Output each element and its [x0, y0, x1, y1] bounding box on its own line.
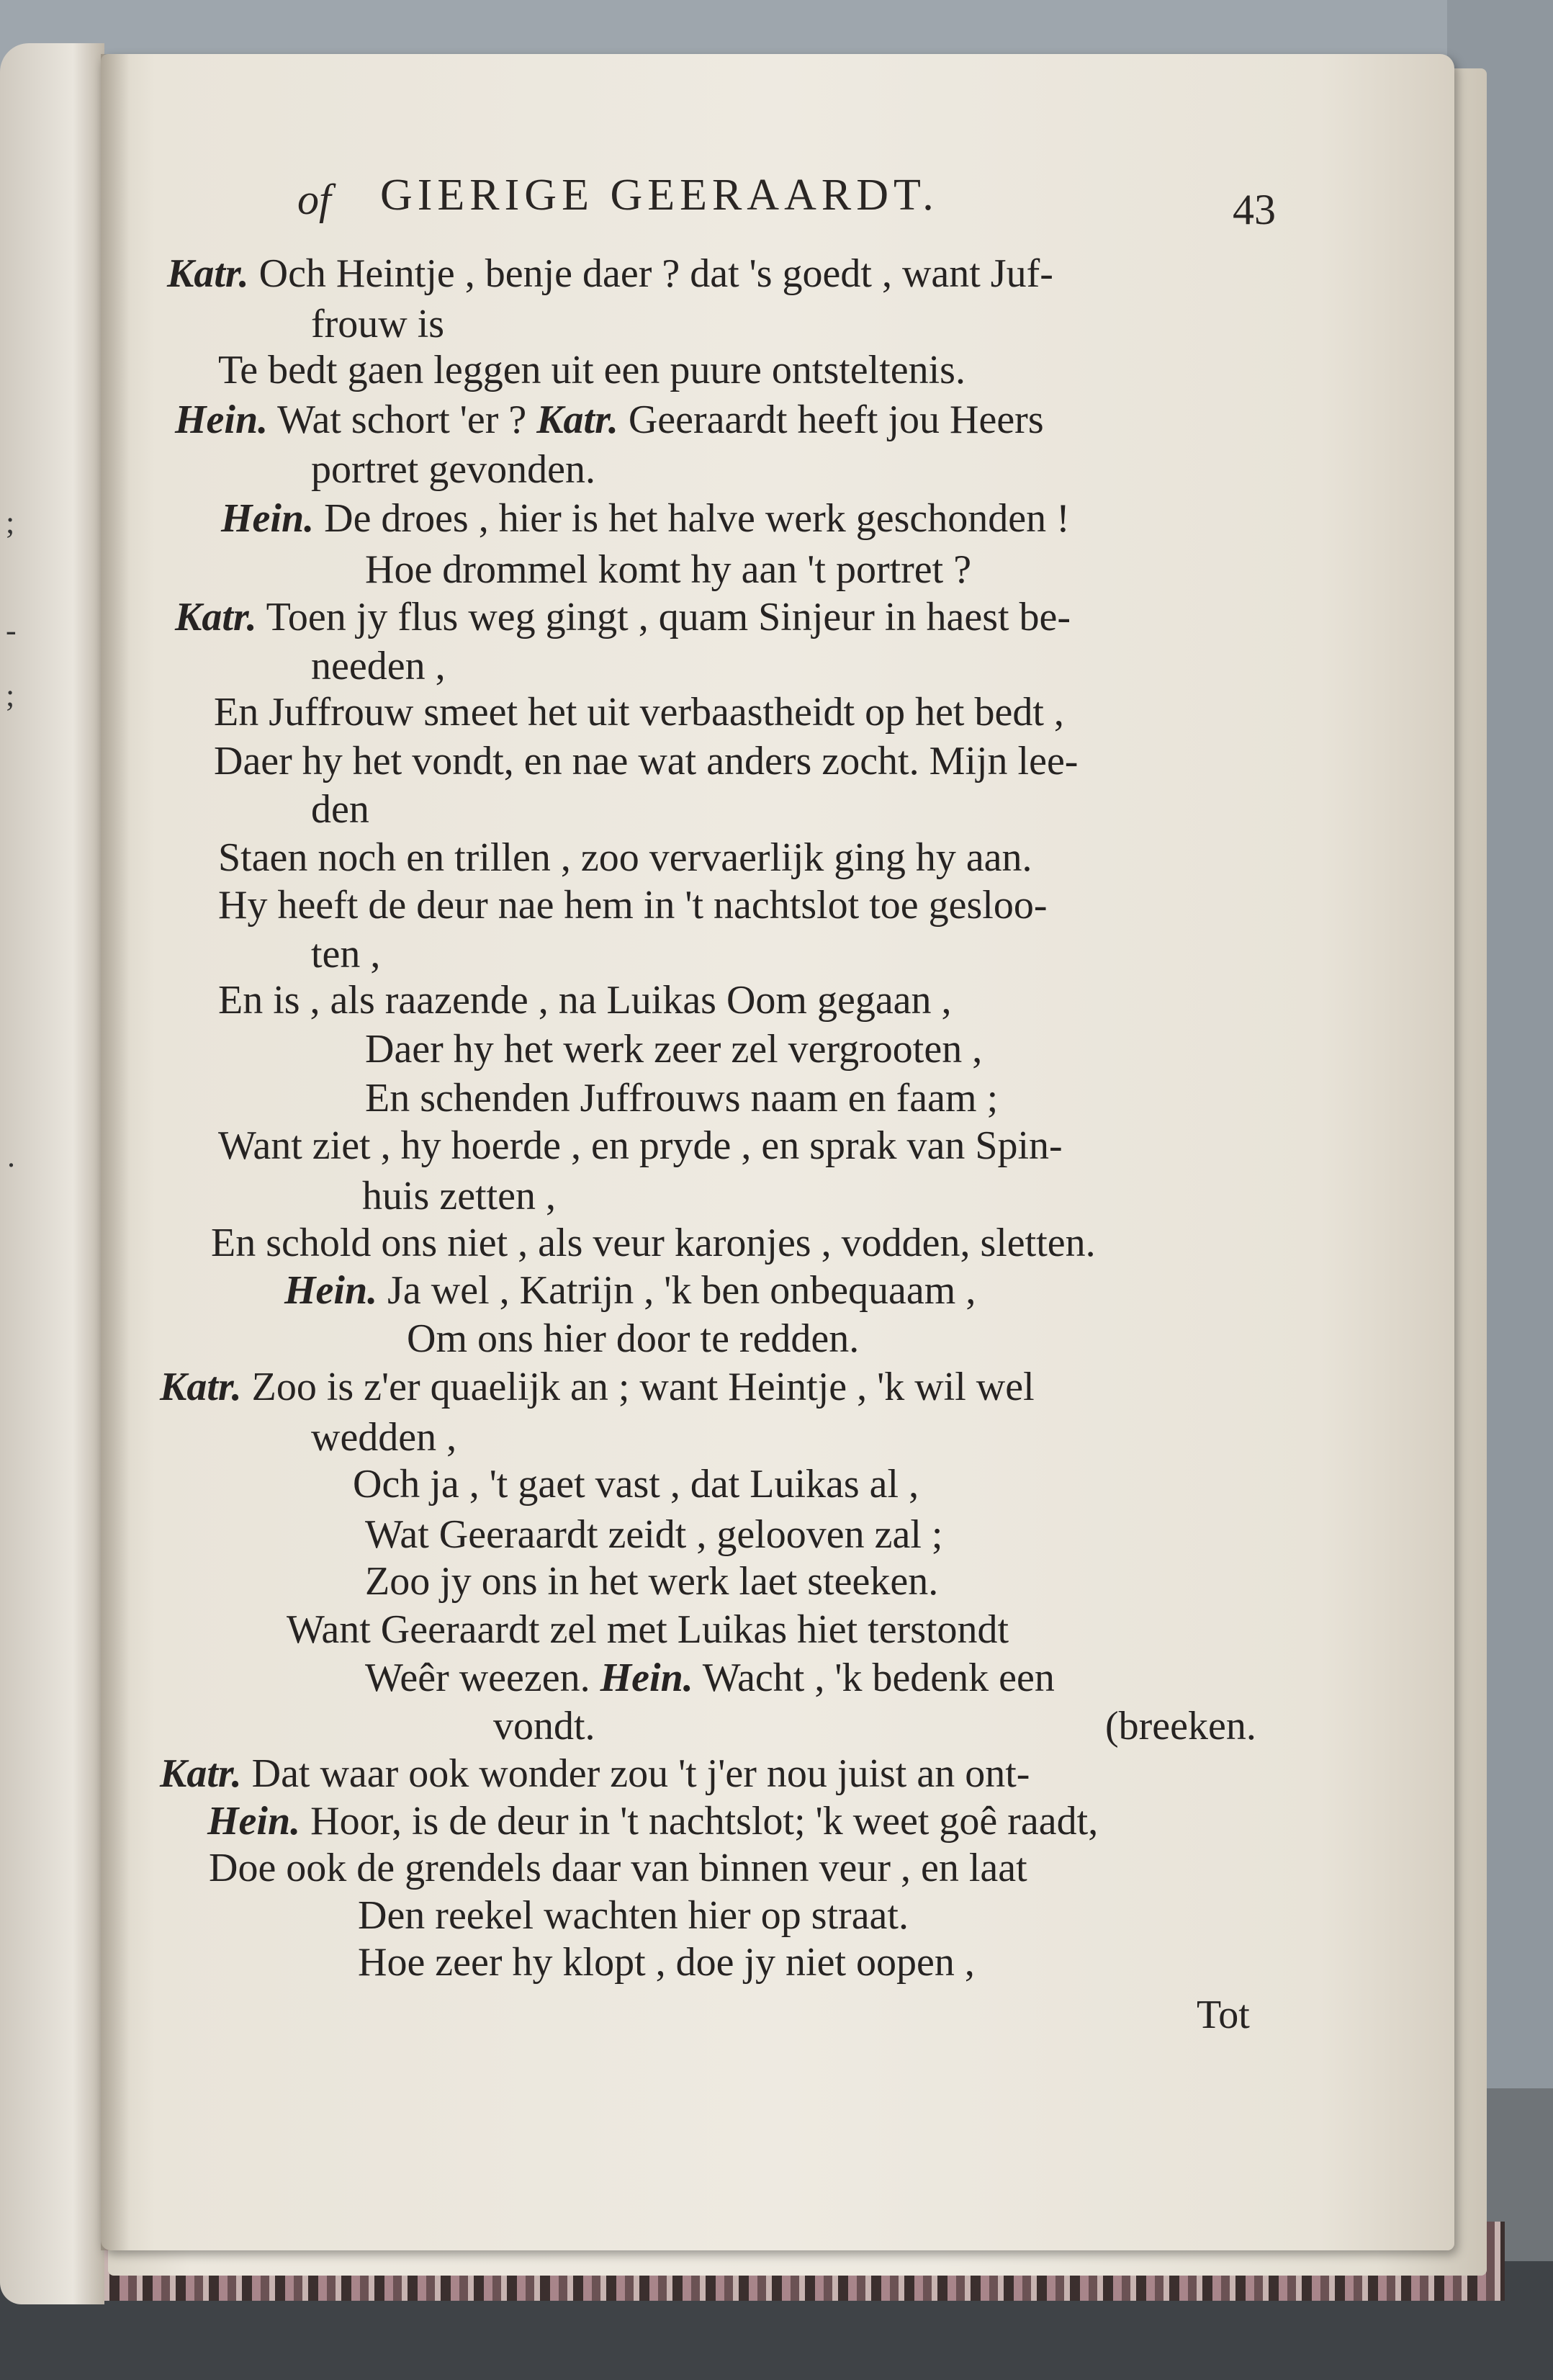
text-line: [362, 1176, 556, 1216]
text-line: [218, 1123, 1063, 1168]
verse-text: Den reekel wachten hier op straat.: [358, 1893, 909, 1938]
text-line: [214, 690, 1064, 735]
text-line: [160, 1753, 1030, 1794]
verse-text: Ja wel , Katrijn , 'k ben onbequaam ,: [377, 1268, 976, 1313]
verse-text: Daer hy het werk zeer zel vergrooten ,: [365, 1027, 983, 1072]
verse-text: Hy heeft de deur nae hem in 't nachtslot toe gesloo-: [218, 883, 1048, 928]
verse-text: Wacht , 'k bedenk een: [693, 1656, 1055, 1700]
verse-text: De droes , hier is het halve werk geschonden !: [314, 496, 1070, 541]
verse-text: Och Heintje , benje daer ? dat 's goedt , want Juf-: [248, 251, 1053, 296]
text-line: [358, 1940, 975, 1985]
verse-text: portret gevonden.: [311, 447, 595, 492]
verse-text: En schenden Juffrouws naam en faam ;: [365, 1076, 999, 1121]
text-line: [365, 1561, 938, 1602]
text-line: [211, 1223, 1096, 1263]
verse-text: needen ,: [311, 644, 446, 688]
left-page-mark: -: [6, 613, 17, 648]
verse-text: Want ziet , hy hoerde , en pryde , en sprak van Spin-: [218, 1123, 1063, 1168]
text-line: [207, 1799, 1099, 1844]
text-line: [365, 549, 971, 590]
verse-text: Wat Geeraardt zeidt , gelooven zal ;: [365, 1512, 943, 1557]
text-line: [218, 978, 952, 1023]
running-header-title: GIERIGE GEERAARDT.: [380, 171, 939, 220]
text-line: [311, 449, 595, 490]
text-line: [209, 1848, 1027, 1888]
text-line: [167, 253, 1053, 294]
verse-text: Want Geeraardt zel met Luikas hiet terstondt: [287, 1607, 1009, 1652]
verse-text: Hoor, is de deur in 't nachtslot; 'k weet goê raadt,: [300, 1799, 1099, 1844]
text-line: [287, 1609, 1009, 1650]
verse-text: den: [311, 787, 369, 832]
text-line: [358, 1895, 909, 1936]
verse-text: Zoo is z'er quaelijk an ; want Heintje , 'k wil wel: [241, 1365, 1035, 1409]
text-line: [311, 934, 380, 974]
verse-text: Och ja , 't gaet vast , dat Luikas al ,: [353, 1462, 919, 1506]
speaker-label: Katr.: [160, 1751, 242, 1796]
text-line: [353, 1464, 919, 1504]
page-number: 43: [1233, 186, 1276, 233]
text-line: [407, 1316, 860, 1361]
verse-text: Doe ook de grendels daar van binnen veur , en laat: [209, 1846, 1027, 1890]
verse-text: En Juffrouw smeet het uit verbaastheidt op het bedt ,: [214, 690, 1064, 735]
text-line: [218, 350, 965, 390]
left-page-mark: ;: [6, 678, 15, 713]
verse-text: Tot: [1197, 1993, 1250, 2037]
left-page-mark: .: [7, 1139, 15, 1174]
text-line: [284, 1270, 976, 1311]
verse-text: vondt.: [493, 1704, 595, 1748]
speaker-label: Hein.: [284, 1268, 378, 1313]
verse-text: Zoo jy ons in het werk laet steeken.: [365, 1559, 939, 1604]
speaker-label: Hein.: [600, 1656, 693, 1700]
verse-text: huis zetten ,: [362, 1174, 557, 1218]
speaker-label: Katr.: [536, 398, 618, 442]
verse-text: Hoe drommel komt hy aan 't portret ?: [365, 547, 972, 592]
text-line: [214, 741, 1078, 781]
text-line: [175, 400, 1044, 440]
verse-text: Hoe zeer hy klopt , doe jy niet oopen ,: [358, 1940, 975, 1985]
speaker-label: Hein.: [221, 496, 315, 541]
verse-text: ten ,: [311, 932, 381, 976]
text-line: [365, 1514, 942, 1555]
verse-text: En schold ons niet , als veur karonjes , vodden, sletten.: [211, 1221, 1096, 1265]
verse-text: Te bedt gaen leggen uit een puure ontsteltenis.: [218, 348, 965, 392]
speaker-label: Katr.: [175, 595, 257, 639]
text-line: [311, 646, 446, 686]
text-line: [218, 835, 1032, 880]
speaker-label: Hein.: [175, 398, 269, 442]
text-line: [160, 1367, 1035, 1407]
speaker-label: Katr.: [167, 251, 249, 296]
text-line: [311, 1417, 456, 1458]
text-line: [365, 1027, 983, 1072]
text-line: [1197, 1995, 1250, 2035]
verse-text: Wat schort 'er ?: [268, 398, 537, 442]
verse-text: frouw is: [311, 302, 445, 346]
verse-text: Geeraardt heeft jou Heers: [618, 398, 1044, 442]
verse-text: wedden ,: [311, 1415, 457, 1460]
text-line: [1105, 1706, 1256, 1746]
text-line: [221, 498, 1070, 539]
text-line: [493, 1706, 595, 1746]
speaker-label: Katr.: [160, 1365, 242, 1409]
verse-text: Dat waar ook wonder zou 't j'er nou juist an ont-: [241, 1751, 1030, 1796]
text-line: [311, 789, 369, 830]
verse-text: Toen jy flus weg gingt , quam Sinjeur in haest be-: [256, 595, 1071, 639]
left-page-mark: ;: [6, 505, 15, 540]
verse-text: Staen noch en trillen , zoo vervaerlijk ging hy aan.: [218, 835, 1032, 880]
running-header-of: of: [297, 176, 331, 223]
verse-text: (breeken.: [1105, 1704, 1256, 1748]
text-line: [311, 304, 444, 344]
verse-text: Om ons hier door te redden.: [407, 1316, 860, 1361]
speaker-label: Hein.: [207, 1799, 301, 1844]
verse-text: Weêr weezen.: [365, 1656, 600, 1700]
text-line: [175, 597, 1071, 637]
page-gutter-shadow: [101, 54, 130, 2250]
verse-text: En is , als raazende , na Luikas Oom gegaan ,: [218, 978, 952, 1023]
text-line: [365, 1076, 999, 1121]
text-line: [218, 883, 1048, 928]
text-line: [365, 1658, 1055, 1698]
verse-text: Daer hy het vondt, en nae wat anders zocht. Mijn lee-: [214, 739, 1079, 783]
left-page-edge: [0, 43, 104, 2304]
